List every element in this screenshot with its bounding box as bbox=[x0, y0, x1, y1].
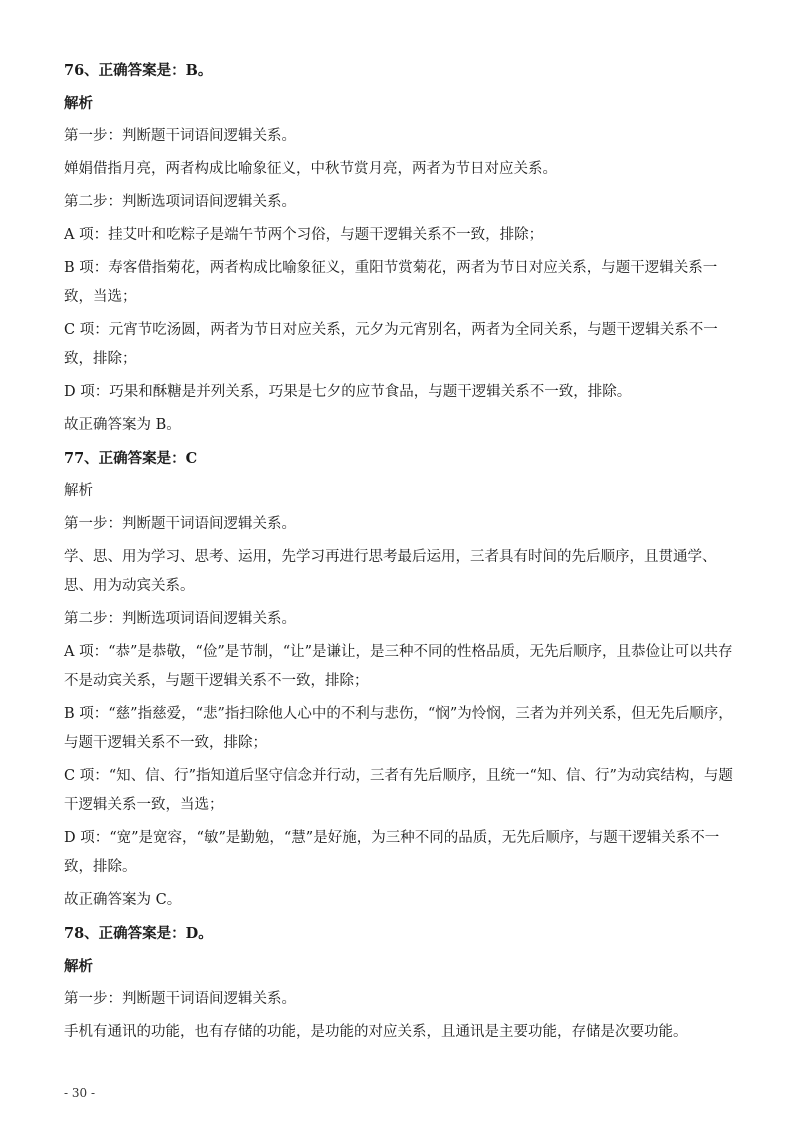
option-paragraph: A 项：“恭”是恭敬，“俭”是节制，“让”是谦让，是三种不同的性格品质，无先后顺序，且恭俭让可以共存不是动宾关系，与题干逻辑关系不一致，排除； bbox=[64, 644, 733, 689]
answer-heading-77: 77、正确答案是：C bbox=[64, 450, 198, 467]
paragraph: 第一步：判断题干词语间逻辑关系。 bbox=[64, 128, 296, 144]
conclusion-paragraph: 故正确答案为 B。 bbox=[64, 417, 181, 433]
option-paragraph: C 项：元宵节吃汤圆，两者为节日对应关系，元夕为元宵别名，两者为全同关系，与题干逻辑关系不一致，排除； bbox=[64, 322, 718, 367]
option-paragraph: C 项：“知、信、行”指知道后坚守信念并行动，三者有先后顺序，且统一“知、信、行”为动宾结构，与题干逻辑关系一致，当选； bbox=[64, 768, 733, 813]
answer-heading-78: 78、正确答案是：D。 bbox=[64, 925, 213, 942]
paragraph: 手机有通讯的功能，也有存储的功能，是功能的对应关系，且通讯是主要功能，存储是次要功能。 bbox=[64, 1024, 688, 1040]
option-paragraph: A 项：挂艾叶和吃粽子是端午节两个习俗，与题干逻辑关系不一致，排除； bbox=[64, 227, 544, 243]
option-paragraph: B 项：寿客借指菊花，两者构成比喻象征义，重阳节赏菊花，两者为节日对应关系，与题干逻辑关系一致，当选； bbox=[64, 260, 718, 305]
conclusion-paragraph: 故正确答案为 C。 bbox=[64, 892, 182, 908]
paragraph: 第二步：判断选项词语间逻辑关系。 bbox=[64, 611, 296, 627]
paragraph: 婵娟借指月亮，两者构成比喻象征义，中秋节赏月亮，两者为节日对应关系。 bbox=[64, 161, 557, 177]
document-page bbox=[64, 60, 740, 1055]
analysis-heading-76: 解析 bbox=[64, 95, 93, 112]
analysis-heading-77: 解析 bbox=[64, 483, 93, 499]
page-number: - 30 - bbox=[64, 1086, 96, 1100]
option-paragraph: D 项：“宽”是宽容，“敏”是勤勉，“慧”是好施，为三种不同的品质，无先后顺序，与题干逻辑关系不一致，排除。 bbox=[64, 830, 720, 875]
option-paragraph: B 项：“慈”指慈爱，“悲”指扫除他人心中的不利与悲伤，“悯”为怜悯，三者为并列关系，但无先后顺序，与题干逻辑关系不一致，排除； bbox=[64, 706, 733, 751]
option-paragraph: D 项：巧果和酥糖是并列关系，巧果是七夕的应节食品，与题干逻辑关系不一致，排除。 bbox=[64, 384, 632, 400]
paragraph: 学、思、用为学习、思考、运用，先学习再进行思考最后运用，三者具有时间的先后顺序，且贯通学、思、用为动宾关系。 bbox=[64, 549, 717, 594]
paragraph: 第一步：判断题干词语间逻辑关系。 bbox=[64, 516, 296, 532]
paragraph: 第二步：判断选项词语间逻辑关系。 bbox=[64, 194, 296, 210]
answer-heading-76: 76、正确答案是：B。 bbox=[64, 62, 213, 79]
paragraph: 第一步：判断题干词语间逻辑关系。 bbox=[64, 991, 296, 1007]
analysis-heading-78: 解析 bbox=[64, 958, 93, 975]
